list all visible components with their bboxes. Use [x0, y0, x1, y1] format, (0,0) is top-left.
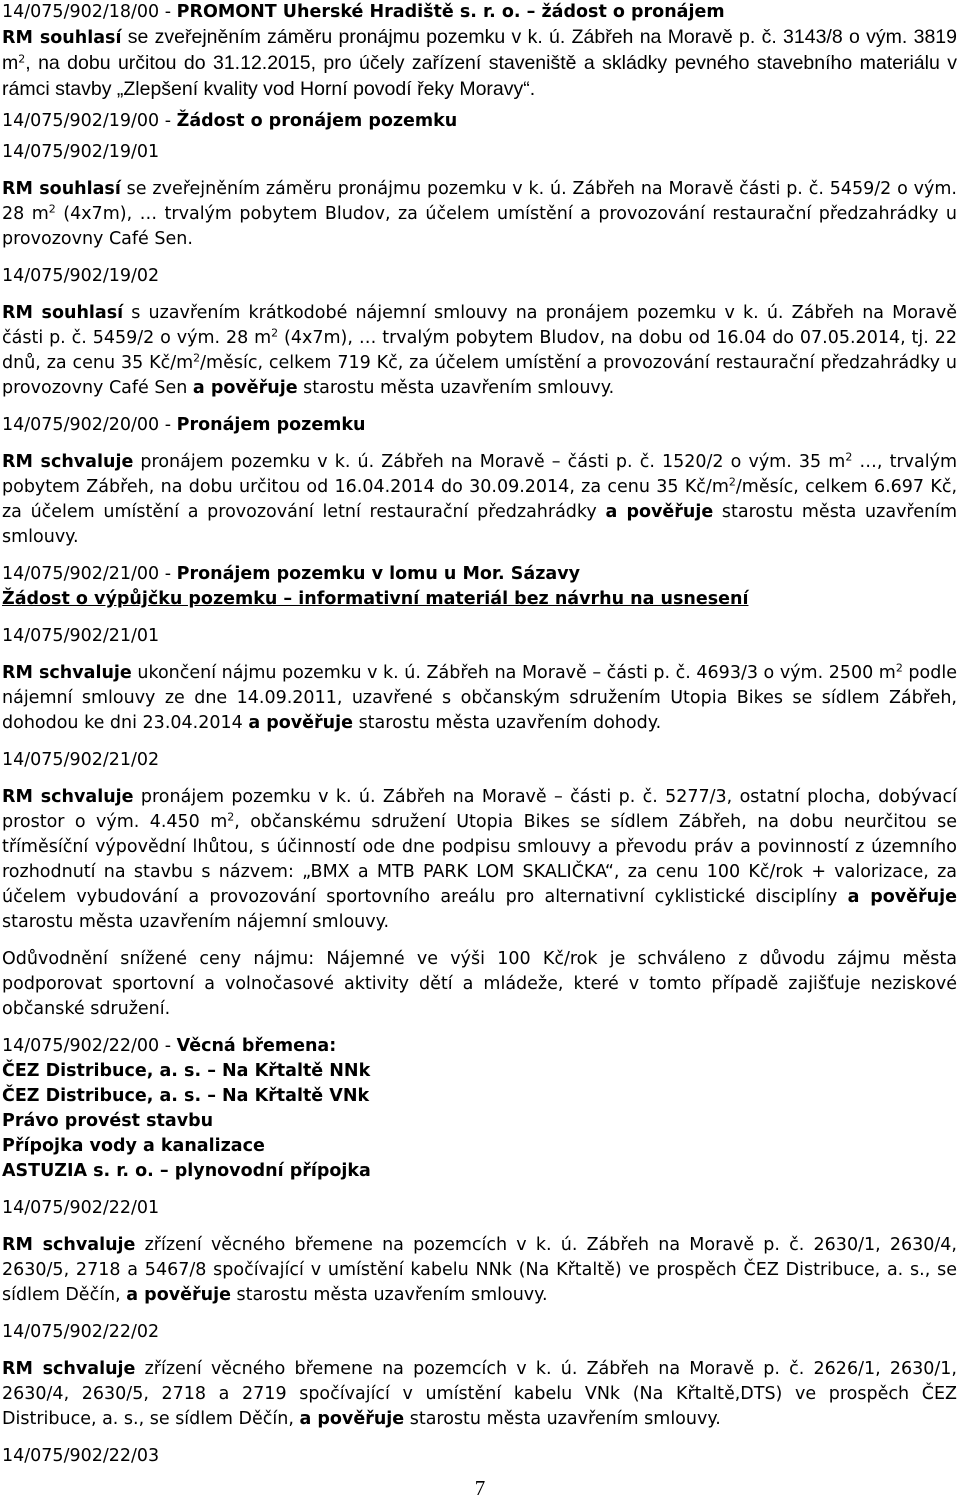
- superscript: 2: [18, 52, 26, 66]
- resolution-text: (4x7m), … trvalým pobytem Bludov, za účelem umístění a provozování restaurační předzahrádky u provozovny Café Sen.: [2, 204, 957, 249]
- resolution-text: , na dobu určitou do 31.12.2015, pro účely zařízení staveniště a skládky pevného stavebního materiálu v rámci stavby „Zlepšení kvality vod Horní povodí řeky Moravy“.: [2, 52, 957, 100]
- item-title: Žádost o pronájem pozemku: [176, 111, 458, 131]
- item-number: 14/075/902/22/00 -: [2, 1036, 177, 1056]
- item-heading-20: [2, 413, 957, 438]
- resolution-text: /měsíc, celkem 6.697 Kč, za účelem umístění a provozování letní restaurační předzahrádky: [2, 477, 958, 522]
- resolution-21-01: [2, 661, 957, 736]
- delegation-verb: a pověřuje: [248, 713, 353, 733]
- delegation-verb: a pověřuje: [847, 887, 958, 907]
- resolution-text: starostu města uzavřením smlouvy.: [297, 378, 615, 398]
- item-number: 14/075/902/19/00 -: [2, 111, 177, 131]
- resolution-text: se zveřejněním záměru pronájmu pozemku v k. ú. Zábřeh na Moravě části p. č. 5459/2 o vým. 28 m: [2, 179, 957, 224]
- item-subheading: Žádost o výpůjčku pozemku – informativní materiál bez návrhu na usnesení: [2, 589, 749, 609]
- superscript: 2: [728, 475, 736, 489]
- resolution-text: podle nájemní smlouvy ze dne 14.09.2011, uzavřené s občanským sdružením Utopia Bikes se sídlem Zábřeh, dohodou ke dni 23.04.2014: [2, 663, 957, 733]
- item-heading-21: [2, 562, 957, 587]
- superscript: 2: [48, 202, 56, 216]
- resolution-text: /měsíc, celkem 719 Kč, za účelem umístění a provozování restaurační předzahrádky u provozovny Café Sen: [2, 353, 957, 398]
- sub-number: 14/075/902/21/02: [2, 750, 160, 770]
- sub-number: 14/075/902/22/03: [2, 1446, 160, 1466]
- easement-line: ASTUZIA s. r. o. – plynovodní přípojka: [2, 1161, 371, 1181]
- item-number: 14/075/902/21/00 -: [2, 564, 177, 584]
- delegation-verb: a pověřuje: [192, 378, 298, 398]
- delegation-verb: a pověřuje: [126, 1285, 231, 1305]
- resolution-text: zřízení věcného břemene na pozemcích v k. ú. Zábřeh na Moravě p. č. 2626/1, 2630/1, 2630/4, 2630/5, 2718 a 2719 spočívající v umístění kabelu VNk (Na Křtaltě,DTS) ve prospěch ČEZ Distribuce, a. s., se sídlem Děčín,: [2, 1359, 957, 1429]
- item-number: 14/075/902/18/00 -: [2, 2, 177, 22]
- resolution-verb: RM schvaluje: [2, 1235, 136, 1255]
- resolution-text: starostu města uzavřením smlouvy.: [404, 1409, 721, 1429]
- resolution-18: [2, 25, 957, 103]
- resolution-text: zřízení věcného břemene na pozemcích v k. ú. Zábřeh na Moravě p. č. 2630/1, 2630/4, 2630/5, 2718 a 5467/8 spočívající v umístění kabelu NNk (Na Křtaltě) ve prospěch ČEZ Distribuce, a. s., se sídlem Děčín,: [2, 1235, 957, 1305]
- resolution-21-02: [2, 785, 957, 935]
- superscript: 2: [227, 810, 235, 824]
- item-number: 14/075/902/20/00 -: [2, 415, 177, 435]
- easement-line: ČEZ Distribuce, a. s. – Na Křtaltě NNk: [2, 1061, 371, 1081]
- item-title: Pronájem pozemku: [176, 415, 366, 435]
- resolution-text: starostu města uzavřením nájemní smlouvy.: [2, 912, 390, 932]
- resolution-22-01: [2, 1233, 957, 1308]
- resolution-verb: RM schvaluje: [2, 663, 132, 683]
- sub-number: 14/075/902/22/01: [2, 1198, 160, 1218]
- easement-line: Právo provést stavbu: [2, 1111, 214, 1131]
- resolution-19-01: [2, 177, 957, 252]
- resolution-text: (4x7m), … trvalým pobytem Bludov, na dobu od 16.04 do 07.05.2014, tj. 22 dnů, za cenu 35 Kč/m: [2, 328, 957, 373]
- superscript: 2: [895, 661, 903, 675]
- item-heading-19: [2, 109, 957, 134]
- resolution-text: pronájem pozemku v k. ú. Zábřeh na Moravě – části p. č. 1520/2 o vým. 35 m: [133, 452, 846, 472]
- resolution-22-02: [2, 1357, 957, 1432]
- sub-number: 14/075/902/19/01: [2, 142, 160, 162]
- easement-line: ČEZ Distribuce, a. s. – Na Křtaltě VNk: [2, 1086, 370, 1106]
- item-title: Věcná břemena:: [176, 1036, 337, 1056]
- item-title: PROMONT Uherské Hradiště s. r. o. – žádost o pronájem: [176, 2, 725, 22]
- resolution-verb: RM schvaluje: [2, 787, 134, 807]
- resolution-verb: RM souhlasí: [2, 179, 121, 199]
- superscript: 2: [271, 326, 279, 340]
- resolution-text: pronájem pozemku v k. ú. Zábřeh na Moravě – části p. č. 5277/3, ostatní plocha, dobývací prostor o vým. 4.450 m: [2, 787, 957, 832]
- resolution-20: [2, 450, 957, 550]
- document-body: [2, 0, 957, 1469]
- item-heading-22: [2, 1034, 957, 1059]
- sub-number: 14/075/902/21/01: [2, 626, 160, 646]
- resolution-text: , občanskému sdružení Utopia Bikes se sídlem Zábřeh, na dobu neurčitou se tříměsíční výpovědní lhůtou, s účinností ode dne podpisu smlouvy a převodu práv a povinností z územního rozhodnutí na stavbu s názvem: „BMX a MTB PARK LOM SKALIČKA“, za cenu 100 Kč/rok + valorizace, za účelem vybudování a provozování sportovního areálu pro alternativní cyklistické disciplíny: [2, 812, 958, 907]
- resolution-text: starostu města uzavřením smlouvy.: [230, 1285, 548, 1305]
- superscript: 2: [193, 351, 201, 365]
- resolution-verb: RM souhlasí: [2, 28, 122, 48]
- resolution-verb: RM schvaluje: [2, 1359, 136, 1379]
- resolution-verb: RM souhlasí: [2, 303, 124, 323]
- sub-number: 14/075/902/19/02: [2, 266, 160, 286]
- resolution-text: s uzavřením krátkodobé nájemní smlouvy na pronájem pozemku v k. ú. Zábřeh na Moravě části p. č. 5459/2 o vým. 28 m: [2, 303, 957, 348]
- resolution-text: se zveřejněním záměru pronájmu pozemku v k. ú. Zábřeh na Moravě p. č. 3143/8 o vým. 3819 m: [2, 26, 957, 74]
- resolution-text: starostu města uzavřením smlouvy.: [2, 502, 957, 547]
- item-heading-18: [2, 0, 957, 25]
- item-title: Pronájem pozemku v lomu u Mor. Sázavy: [176, 564, 581, 584]
- delegation-verb: a pověřuje: [605, 502, 714, 522]
- resolution-19-02: [2, 301, 957, 401]
- resolution-text: ukončení nájmu pozemku v k. ú. Zábřeh na Moravě – části p. č. 4693/3 o vým. 2500 m: [131, 663, 896, 683]
- superscript: 2: [845, 450, 853, 464]
- resolution-verb: RM schvaluje: [2, 452, 134, 472]
- resolution-text: …, trvalým pobytem Zábřeh, na dobu určitou od 16.04.2014 do 30.09.2014, za cenu 35 Kč/m: [2, 452, 958, 497]
- page-number: 7: [474, 1476, 486, 1500]
- resolution-text: starostu města uzavřením dohody.: [353, 713, 662, 733]
- justification: Odůvodnění snížené ceny nájmu: Nájemné ve výši 100 Kč/rok je schváleno z důvodu zájmu města podporovat sportovní a volnočasové aktivity dětí a mládeže, které v tomto případě zajišťuje neziskové občanské sdružení.: [2, 949, 957, 1019]
- delegation-verb: a pověřuje: [299, 1409, 405, 1429]
- easement-line: Přípojka vody a kanalizace: [2, 1136, 265, 1156]
- sub-number: 14/075/902/22/02: [2, 1322, 160, 1342]
